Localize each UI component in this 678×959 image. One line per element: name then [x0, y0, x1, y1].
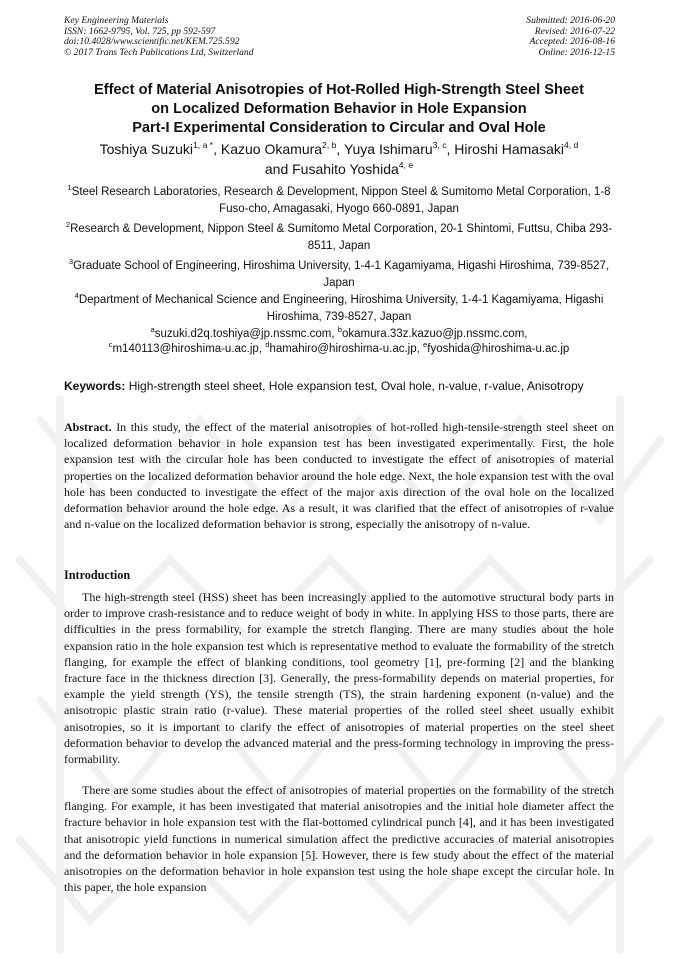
author-list: Toshiya Suzuki$^{1, a *}$, Kazuo Okamura$^{2, b}$, Yuya Ishimaru$^{3, c}$, Hiroshi Hamasaki$^{4, d}$ and Fusahito Yoshida$^{4, e}$	[99, 140, 579, 177]
email-link[interactable]: okamura.33z.kazuo@jp.nssmc.com	[341, 328, 525, 340]
affiliation-text: Steel Research Laboratories, Research & Development, Nippon Steel & Sumitomo Metal Corporation, 1-8 Fuso-cho, Amagasaki, Hyogo 660-0891, Japan	[71, 186, 611, 215]
affiliation-text: Research & Development, Nippon Steel & Sumitomo Metal Corporation, 20-1 Shintomi, Futtsu, Chiba 293-8511, Japan	[70, 223, 613, 252]
author-affiliation-marker: 2, b	[322, 140, 337, 150]
keywords	[64, 379, 624, 394]
email-link[interactable]: suzuki.d2q.toshiya@jp.nssmc.com	[154, 328, 332, 340]
title-line-2: on Localized Deformation Behavior in Hole Expansion	[151, 101, 527, 117]
email-marker: e	[423, 340, 428, 349]
affiliation-marker: 1	[67, 183, 72, 192]
email-link[interactable]: m140113@hiroshima-u.ac.jp	[112, 343, 259, 355]
doi-link[interactable]: doi:10.4028/www.scientific.net/KEM.725.592	[64, 36, 240, 48]
paper-title	[40, 81, 638, 138]
affiliation-2	[64, 221, 614, 254]
author-name: Toshiya Suzuki	[99, 141, 194, 157]
author-name: Fusahito Yoshida	[292, 160, 399, 177]
issn-line: ISSN: 1662-9795, Vol. 725, pp 592-597	[64, 25, 216, 37]
abstract	[64, 419, 614, 532]
accepted-date: Accepted: 2016-08-16	[529, 36, 615, 48]
email-marker: a	[150, 325, 155, 334]
affiliation-marker: 3	[68, 257, 74, 266]
title-line-1: Effect of Material Anisotropies of Hot-Rolled High-Strength Steel Sheet	[93, 82, 584, 98]
revised-date: Revised: 2016-07-22	[534, 25, 615, 37]
publication-dates	[526, 16, 615, 58]
submitted-date: Submitted: 2016-06-20	[526, 15, 615, 26]
email-link[interactable]: hamahiro@hiroshima-u.ac.jp	[269, 343, 417, 355]
online-date: Online: 2016-12-15	[538, 46, 615, 58]
author-name: Kazuo Okamura	[220, 141, 323, 157]
affiliation-text: Department of Mechanical Science and Engineering, Hiroshima University, 1-4-1 Kagamiyama, Higashi Hiroshima, 739-8527, Japan	[78, 294, 604, 323]
email-marker: b	[337, 325, 342, 334]
copyright-line: © 2017 Trans Tech Publications Ltd, Switzerland	[64, 46, 254, 58]
author-name: Yuya Ishimaru	[343, 141, 433, 157]
authors-and: and	[264, 160, 289, 177]
author-affiliation-marker: 4, e	[398, 159, 414, 170]
keywords-text: High-strength steel sheet, Hole expansion test, Oval hole, n-value, r-value, Anisotropy	[128, 379, 584, 393]
email-marker: d	[265, 340, 270, 349]
email-link[interactable]: fyoshida@hiroshima-u.ac.jp	[427, 343, 570, 355]
email-marker: c	[108, 340, 113, 349]
affiliation-3	[64, 258, 614, 291]
title-line-3: Part-I Experimental Consideration to Circular and Oval Hole	[132, 120, 546, 136]
introduction-paragraph-2: There are some studies about the effect of anisotropies of material properties on the formability of the stretch flanging. For example, it has been investigated that material anisotropies and the initial hole diameter affect the fracture behavior in hole expansion test with the flat-bottomed cylindrical punch [4], and it has been investigated that anisotropic yield functions in numerical simulation affect the predictive accuracies of material anisotropies and the deformation behavior in hole expansion [5]. However, there is few study about the effect of the material anisotropies on the deformation behavior in hole expansion test using the hole shape except the circular hole. In this paper, the hole expansion	[64, 783, 614, 895]
abstract-label: Abstract.	[64, 420, 112, 434]
author-name: Hiroshi Hamasaki	[454, 141, 564, 157]
journal-info	[64, 16, 254, 58]
affiliation-4	[64, 292, 614, 325]
author-affiliation-marker: 4, d	[564, 140, 579, 150]
affiliation-marker: 2	[65, 220, 71, 229]
affiliation-1	[64, 184, 614, 217]
affiliation-text: Graduate School of Engineering, Hiroshima University, 1-4-1 Kagamiyama, Higashi Hiroshima, 739-8527, Japan	[73, 260, 610, 289]
author-affiliation-marker: 1, a *	[193, 140, 214, 150]
journal-name: Key Engineering Materials	[64, 15, 169, 26]
author-affiliation-marker: 3, c	[432, 140, 447, 150]
email-list: $^a$suzuki.d2q.toshiya@jp.nssmc.com, $^b$okamura.33z.kazuo@jp.nssmc.com, $^c$m140113@hiroshima-u.ac.jp, $^d$hamahiro@hiroshima-u.ac.jp, $^e$fyoshida@hiroshima-u.ac.jp	[108, 325, 570, 355]
section-heading-introduction: Introduction	[64, 568, 131, 582]
affiliation-marker: 4	[74, 291, 79, 300]
introduction-paragraph-1: The high-strength steel (HSS) sheet has been increasingly applied to the automotive structural body parts in order to improve crash-resistance and to reduce weight of body in white. In applying HSS to those parts, there are difficulties in the press formability, for example the stretch flanging. There are many studies about the hole expansion ratio in the hole expansion test which is representative method to evaluate the formability of the stretch flanging, for example the effect of blanking conditions, tool geometry [1], pre-forming [2] and the blanking fracture face in the thickness direction [3]. Generally, the press-formability depends on material properties, for example the yield strength (YS), the tensile strength (TS), the strain hardening exponent (n-value) and the anisotropic plastic strain ratio (r-value). These material properties of the rolled steel sheet usually exhibit anisotropies, so it is important to clarify the effect of anisotropies of material properties on the steel sheet deformation behavior to develop the advanced material and the press-forming technology in improving the press-formability.	[64, 590, 614, 767]
abstract-text: In this study, the effect of the material anisotropies of hot-rolled high-tensile-strength steel sheet on localized deformation behavior in hole expansion test has been investigated experimentally. First, the hole expansion test with the circular hole has been conducted to investigate the effect of anisotropies of material properties on the localized deformation behavior around the hole edge. Next, the hole expansion test with the oval hole has been conducted to investigate the effect of the major axis direction of the oval hole on the localized deformation behavior around the hole edge. As a result, it was clarified that the effect of anisotropies of r-value and n-value on the localized deformation behavior is strong, especially the anisotropy of n-value.	[64, 420, 615, 532]
keywords-label: Keywords:	[64, 379, 126, 393]
